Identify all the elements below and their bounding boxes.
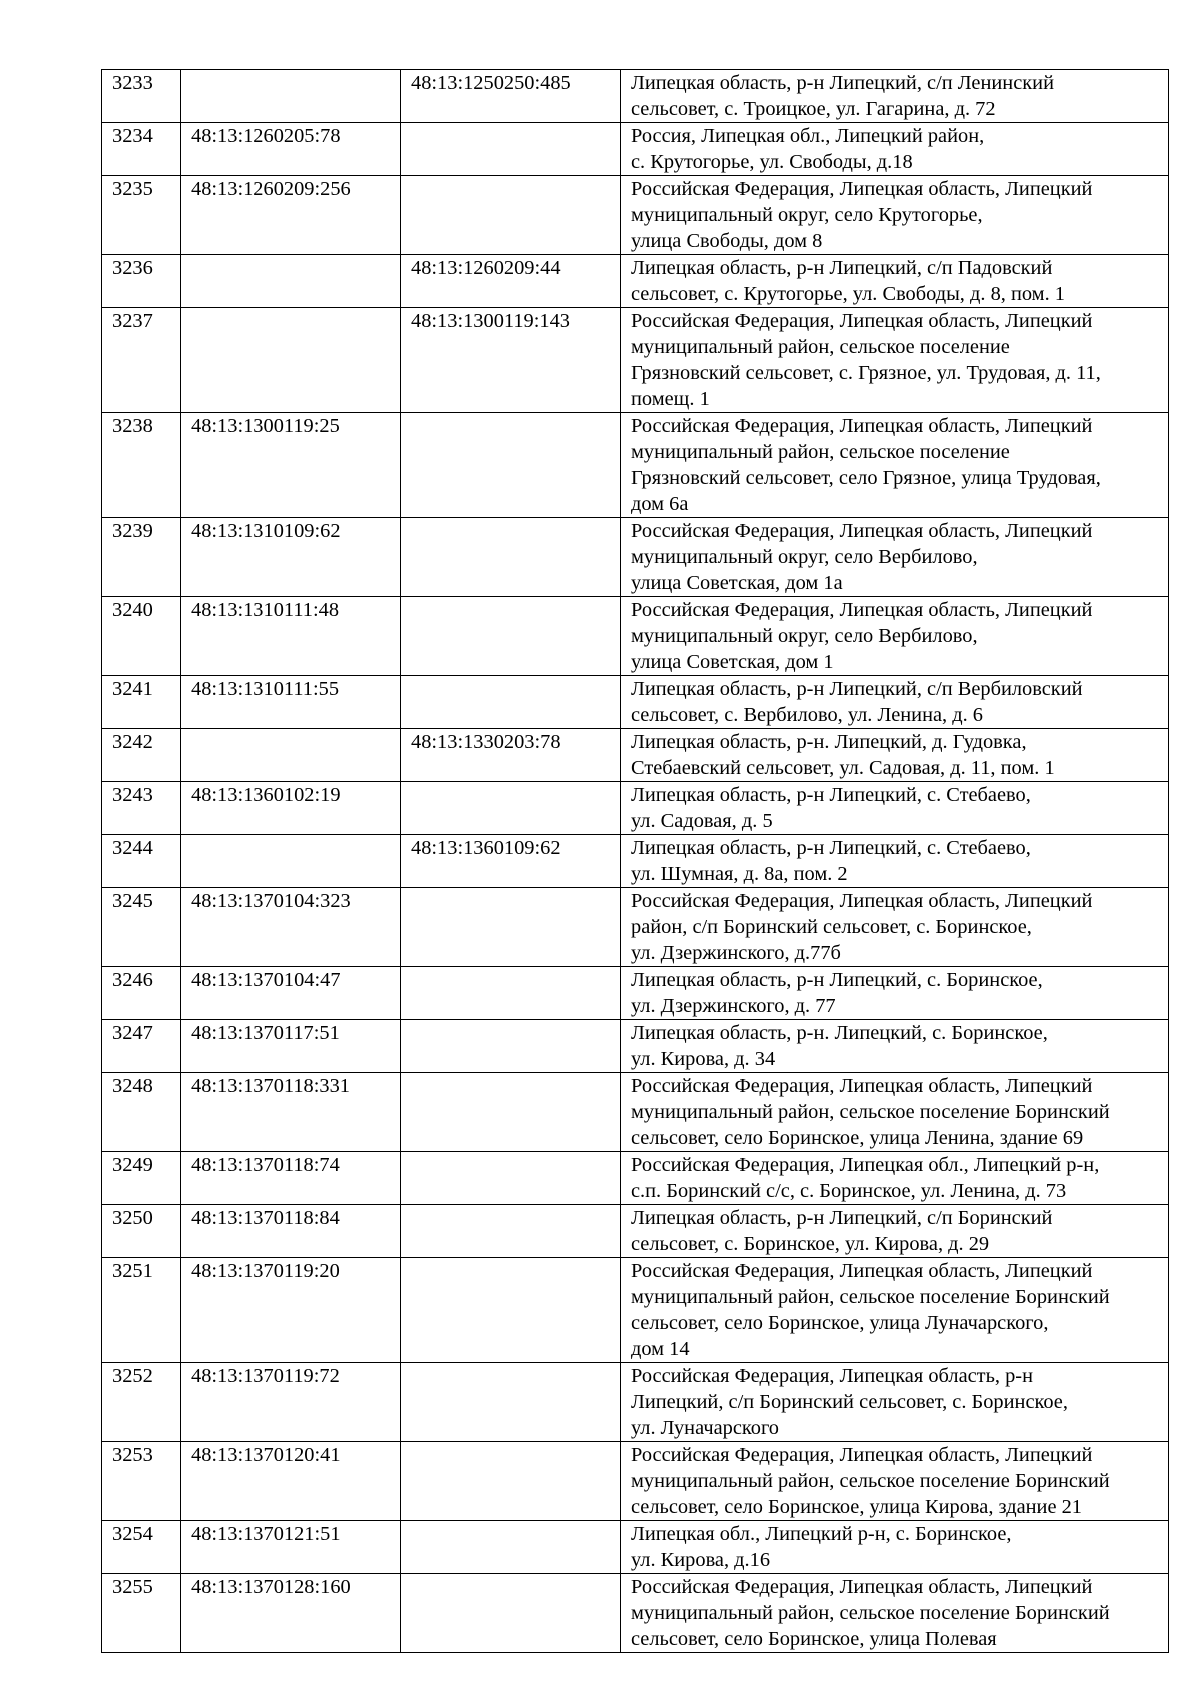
object-cadastral-number-cell <box>401 413 621 518</box>
address-cell: Липецкая область, р-н Липецкий, с/п Ленинский сельсовет, с. Троицкое, ул. Гагарина, д. 72 <box>621 70 1169 123</box>
table-row <box>102 676 1169 729</box>
land-cadastral-number-cell: 48:13:1370118:74 <box>181 1152 401 1205</box>
row-number-cell: 3244 <box>102 835 181 888</box>
land-cadastral-number-cell: 48:13:1370120:41 <box>181 1442 401 1521</box>
address-cell: Липецкая область, р-н Липецкий, с/п Вербиловский сельсовет, с. Вербилово, ул. Ленина, д. 6 <box>621 676 1169 729</box>
address-cell: Российская Федерация, Липецкая область, Липецкий муниципальный район, сельское поселение Боринский сельсовет, село Боринское, улица Кирова, здание 21 <box>621 1442 1169 1521</box>
land-cadastral-number-cell <box>181 729 401 782</box>
address-cell: Липецкая область, р-н Липецкий, с/п Боринский сельсовет, с. Боринское, ул. Кирова, д. 29 <box>621 1205 1169 1258</box>
row-number-cell: 3235 <box>102 176 181 255</box>
row-number-cell: 3236 <box>102 255 181 308</box>
land-cadastral-number-cell: 48:13:1370118:331 <box>181 1073 401 1152</box>
address-cell: Россия, Липецкая обл., Липецкий район, с. Крутогорье, ул. Свободы, д.18 <box>621 123 1169 176</box>
row-number-cell: 3239 <box>102 518 181 597</box>
object-cadastral-number-cell <box>401 1258 621 1363</box>
address-cell: Российская Федерация, Липецкая обл., Липецкий р-н, с.п. Боринский с/с, с. Боринское, ул. Ленина, д. 73 <box>621 1152 1169 1205</box>
object-cadastral-number-cell <box>401 967 621 1020</box>
document-page <box>101 69 1168 1653</box>
land-cadastral-number-cell: 48:13:1370119:72 <box>181 1363 401 1442</box>
table-row <box>102 1521 1169 1574</box>
property-table-body <box>102 70 1169 1653</box>
object-cadastral-number-cell: 48:13:1300119:143 <box>401 308 621 413</box>
object-cadastral-number-cell <box>401 888 621 967</box>
row-number-cell: 3238 <box>102 413 181 518</box>
land-cadastral-number-cell <box>181 835 401 888</box>
address-cell: Российская Федерация, Липецкая область, р-н Липецкий, с/п Боринский сельсовет, с. Боринское, ул. Луначарского <box>621 1363 1169 1442</box>
land-cadastral-number-cell <box>181 70 401 123</box>
object-cadastral-number-cell <box>401 1152 621 1205</box>
address-cell: Российская Федерация, Липецкая область, Липецкий муниципальный район, сельское поселение Грязновский сельсовет, село Грязное, улица Трудовая, дом 6а <box>621 413 1169 518</box>
land-cadastral-number-cell: 48:13:1360102:19 <box>181 782 401 835</box>
land-cadastral-number-cell: 48:13:1260205:78 <box>181 123 401 176</box>
row-number-cell: 3250 <box>102 1205 181 1258</box>
table-row <box>102 1152 1169 1205</box>
land-cadastral-number-cell: 48:13:1370121:51 <box>181 1521 401 1574</box>
table-row <box>102 518 1169 597</box>
land-cadastral-number-cell: 48:13:1310111:48 <box>181 597 401 676</box>
address-cell: Липецкая область, р-н Липецкий, с. Боринское, ул. Дзержинского, д. 77 <box>621 967 1169 1020</box>
row-number-cell: 3252 <box>102 1363 181 1442</box>
object-cadastral-number-cell <box>401 123 621 176</box>
row-number-cell: 3246 <box>102 967 181 1020</box>
address-cell: Российская Федерация, Липецкая область, Липецкий район, с/п Боринский сельсовет, с. Боринское, ул. Дзержинского, д.77б <box>621 888 1169 967</box>
object-cadastral-number-cell <box>401 176 621 255</box>
land-cadastral-number-cell <box>181 255 401 308</box>
object-cadastral-number-cell: 48:13:1330203:78 <box>401 729 621 782</box>
object-cadastral-number-cell <box>401 1363 621 1442</box>
row-number-cell: 3243 <box>102 782 181 835</box>
table-row <box>102 255 1169 308</box>
land-cadastral-number-cell: 48:13:1370128:160 <box>181 1574 401 1653</box>
row-number-cell: 3240 <box>102 597 181 676</box>
object-cadastral-number-cell: 48:13:1360109:62 <box>401 835 621 888</box>
table-row <box>102 1205 1169 1258</box>
row-number-cell: 3247 <box>102 1020 181 1073</box>
table-row <box>102 1442 1169 1521</box>
address-cell: Российская Федерация, Липецкая область, Липецкий муниципальный район, сельское поселение Боринский сельсовет, село Боринское, улица Полевая <box>621 1574 1169 1653</box>
table-row <box>102 308 1169 413</box>
object-cadastral-number-cell <box>401 782 621 835</box>
address-cell: Российская Федерация, Липецкая область, Липецкий муниципальный округ, село Крутогорье, улица Свободы, дом 8 <box>621 176 1169 255</box>
address-cell: Российская Федерация, Липецкая область, Липецкий муниципальный район, сельское поселение Боринский сельсовет, село Боринское, улица Ленина, здание 69 <box>621 1073 1169 1152</box>
table-row <box>102 1258 1169 1363</box>
object-cadastral-number-cell <box>401 518 621 597</box>
row-number-cell: 3254 <box>102 1521 181 1574</box>
table-row <box>102 1020 1169 1073</box>
table-row <box>102 70 1169 123</box>
table-row <box>102 729 1169 782</box>
property-table <box>101 69 1169 1653</box>
object-cadastral-number-cell <box>401 1521 621 1574</box>
address-cell: Липецкая область, р-н. Липецкий, д. Гудовка, Стебаевский сельсовет, ул. Садовая, д. 11, пом. 1 <box>621 729 1169 782</box>
object-cadastral-number-cell <box>401 1073 621 1152</box>
address-cell: Липецкая область, р-н Липецкий, с. Стебаево, ул. Шумная, д. 8а, пом. 2 <box>621 835 1169 888</box>
object-cadastral-number-cell <box>401 1442 621 1521</box>
row-number-cell: 3242 <box>102 729 181 782</box>
land-cadastral-number-cell: 48:13:1310109:62 <box>181 518 401 597</box>
row-number-cell: 3249 <box>102 1152 181 1205</box>
row-number-cell: 3251 <box>102 1258 181 1363</box>
table-row <box>102 597 1169 676</box>
table-row <box>102 782 1169 835</box>
address-cell: Липецкая область, р-н Липецкий, с/п Падовский сельсовет, с. Крутогорье, ул. Свободы, д. 8, пом. 1 <box>621 255 1169 308</box>
land-cadastral-number-cell: 48:13:1260209:256 <box>181 176 401 255</box>
land-cadastral-number-cell: 48:13:1300119:25 <box>181 413 401 518</box>
object-cadastral-number-cell <box>401 1020 621 1073</box>
object-cadastral-number-cell <box>401 597 621 676</box>
address-cell: Российская Федерация, Липецкая область, Липецкий муниципальный район, сельское поселение Боринский сельсовет, село Боринское, улица Луначарского, дом 14 <box>621 1258 1169 1363</box>
row-number-cell: 3255 <box>102 1574 181 1653</box>
table-row <box>102 1073 1169 1152</box>
table-row <box>102 413 1169 518</box>
address-cell: Липецкая обл., Липецкий р-н, с. Боринское, ул. Кирова, д.16 <box>621 1521 1169 1574</box>
land-cadastral-number-cell: 48:13:1370104:47 <box>181 967 401 1020</box>
land-cadastral-number-cell <box>181 308 401 413</box>
row-number-cell: 3253 <box>102 1442 181 1521</box>
address-cell: Липецкая область, р-н. Липецкий, с. Боринское, ул. Кирова, д. 34 <box>621 1020 1169 1073</box>
land-cadastral-number-cell: 48:13:1370117:51 <box>181 1020 401 1073</box>
address-cell: Российская Федерация, Липецкая область, Липецкий муниципальный округ, село Вербилово, улица Советская, дом 1а <box>621 518 1169 597</box>
row-number-cell: 3248 <box>102 1073 181 1152</box>
address-cell: Липецкая область, р-н Липецкий, с. Стебаево, ул. Садовая, д. 5 <box>621 782 1169 835</box>
table-row <box>102 1363 1169 1442</box>
object-cadastral-number-cell <box>401 676 621 729</box>
object-cadastral-number-cell <box>401 1205 621 1258</box>
land-cadastral-number-cell: 48:13:1310111:55 <box>181 676 401 729</box>
table-row <box>102 176 1169 255</box>
table-row <box>102 1574 1169 1653</box>
object-cadastral-number-cell: 48:13:1250250:485 <box>401 70 621 123</box>
row-number-cell: 3237 <box>102 308 181 413</box>
row-number-cell: 3233 <box>102 70 181 123</box>
row-number-cell: 3245 <box>102 888 181 967</box>
row-number-cell: 3234 <box>102 123 181 176</box>
table-row <box>102 967 1169 1020</box>
land-cadastral-number-cell: 48:13:1370119:20 <box>181 1258 401 1363</box>
object-cadastral-number-cell: 48:13:1260209:44 <box>401 255 621 308</box>
address-cell: Российская Федерация, Липецкая область, Липецкий муниципальный округ, село Вербилово, улица Советская, дом 1 <box>621 597 1169 676</box>
object-cadastral-number-cell <box>401 1574 621 1653</box>
table-row <box>102 835 1169 888</box>
land-cadastral-number-cell: 48:13:1370118:84 <box>181 1205 401 1258</box>
land-cadastral-number-cell: 48:13:1370104:323 <box>181 888 401 967</box>
table-row <box>102 123 1169 176</box>
address-cell: Российская Федерация, Липецкая область, Липецкий муниципальный район, сельское поселение Грязновский сельсовет, с. Грязное, ул. Трудовая, д. 11, помещ. 1 <box>621 308 1169 413</box>
table-row <box>102 888 1169 967</box>
row-number-cell: 3241 <box>102 676 181 729</box>
